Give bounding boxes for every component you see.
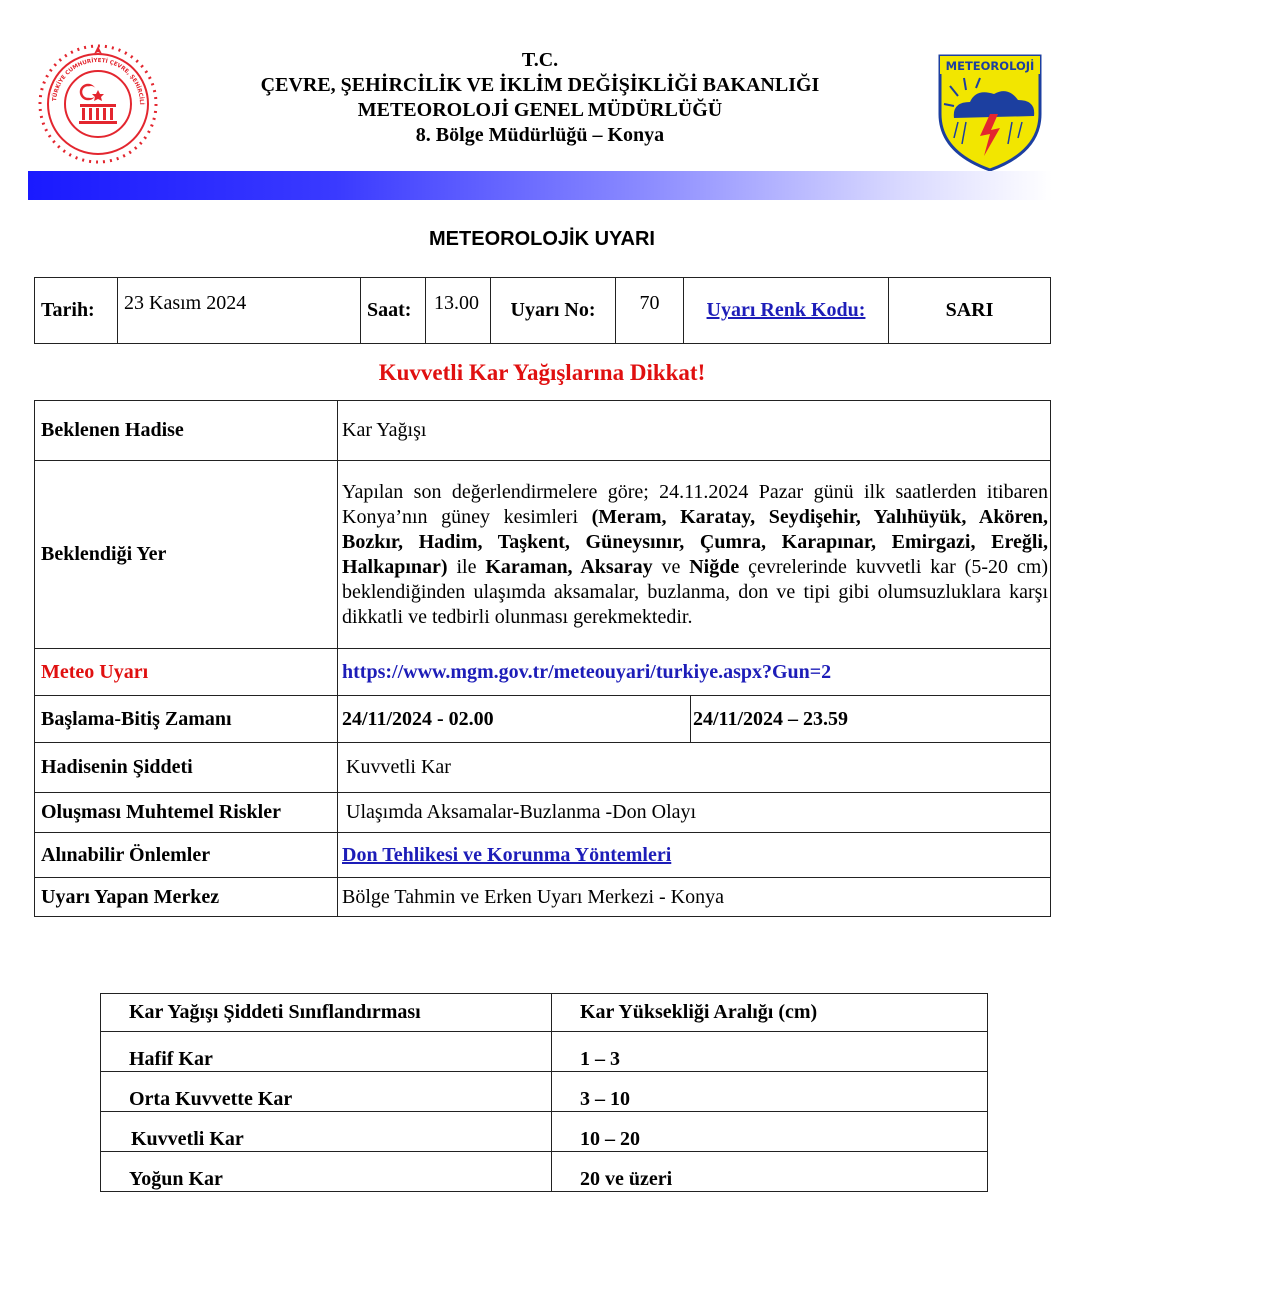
header-block: [180, 48, 900, 148]
time-value: 13.00: [426, 278, 491, 344]
header-gradient-bar: [28, 171, 1052, 200]
class-name: Hafif Kar: [101, 1032, 552, 1072]
meteo-link-cell: [338, 649, 1051, 696]
location-nigde: Niğde: [689, 555, 740, 578]
risks-value: Ulaşımda Aksamalar-Buzlanma -Don Olayı: [338, 793, 1051, 833]
location-provinces: Karaman, Aksaray: [485, 555, 653, 578]
location-text-2: ile: [447, 555, 486, 578]
period-start: 24/11/2024 - 02.00: [338, 696, 691, 743]
location-districts: (Meram, Karatay, Seydişehir, Yalıhüyük, Akören, Bozkır, Hadim, Taşkent, Güneysınır, Çumra, Karapınar, Emirgazi, Ereğli, Halkapınar): [342, 505, 1048, 578]
event-value: Kar Yağışı: [338, 401, 1051, 461]
measures-link-cell: [338, 833, 1051, 878]
logo-text: METEOROLOJİ: [945, 59, 1035, 73]
header-line-directorate: METEOROLOJİ GENEL MÜDÜRLÜĞÜ: [357, 99, 723, 121]
class-range: 20 ve üzeri: [552, 1152, 988, 1192]
meteo-label: Meteo Uyarı: [35, 649, 338, 696]
header-line-ministry: ÇEVRE, ŞEHİRCİLİK VE İKLİM DEĞİŞİKLİĞİ BAKANLIĞI: [260, 74, 820, 96]
class-name: Yoğun Kar: [101, 1152, 552, 1192]
color-code-cell: [684, 278, 889, 344]
measures-label: Alınabilir Önlemler: [35, 833, 338, 878]
table-row: [101, 1032, 988, 1072]
table-row: [101, 1072, 988, 1112]
header-line-region: 8. Bölge Müdürlüğü – Konya: [415, 124, 665, 146]
location-text-1: Yapılan son değerlendirmelere göre; 24.11.2024 Pazar günü ilk saatlerden itibaren Konya’nın güney kesimleri: [342, 480, 1048, 528]
warning-no-value: 70: [616, 278, 684, 344]
class-range: 10 – 20: [552, 1112, 988, 1152]
location-text-4: çevrelerinde kuvvetli kar (5-20 cm) beklendiğinden ulaşımda aksamalar, buzlanma, don ve tipi gibi olumsuzluklara karşı dikkatli ve tedbirli olunması gerekmektedir.: [342, 555, 1048, 628]
date-label: Tarih:: [35, 278, 118, 344]
center-label: Uyarı Yapan Merkez: [35, 878, 338, 917]
document-title: METEOROLOJİK UYARI: [429, 228, 655, 250]
header-line-tc: T.C.: [521, 49, 559, 71]
warning-no-label: Uyarı No:: [491, 278, 616, 344]
color-code-value: SARI: [889, 278, 1051, 344]
meteoroloji-logo: [936, 52, 1044, 172]
location-text-3: ve: [652, 555, 690, 578]
date-value: 23 Kasım 2024: [118, 278, 361, 344]
alert-title: Kuvvetli Kar Yağışlarına Dikkat!: [378, 360, 706, 385]
severity-label: Hadisenin Şiddeti: [35, 743, 338, 793]
classification-header-class: Kar Yağışı Şiddeti Sınıflandırması: [101, 994, 552, 1032]
table-row: [101, 1112, 988, 1152]
classification-table: [100, 993, 988, 1192]
info-table: [34, 277, 1051, 344]
table-row: [101, 1152, 988, 1192]
location-value: [338, 461, 1051, 649]
classification-header-range: Kar Yüksekliği Aralığı (cm): [552, 994, 988, 1032]
seal-text: TÜRKİYE CUMHURİYETİ ÇEVRE, ŞEHİRCİLİ: [52, 57, 145, 105]
time-label: Saat:: [361, 278, 426, 344]
meteo-link[interactable]: https://www.mgm.gov.tr/meteouyari/turkiye.aspx?Gun=2: [342, 660, 832, 683]
period-label: Başlama-Bitiş Zamanı: [35, 696, 338, 743]
class-range: 1 – 3: [552, 1032, 988, 1072]
class-name: Orta Kuvvette Kar: [101, 1072, 552, 1112]
class-range: 3 – 10: [552, 1072, 988, 1112]
details-table: [34, 400, 1051, 917]
period-end: 24/11/2024 – 23.59: [691, 696, 1051, 743]
risks-label: Oluşması Muhtemel Riskler: [35, 793, 338, 833]
ministry-seal-logo: [36, 42, 160, 166]
measures-link[interactable]: Don Tehlikesi ve Korunma Yöntemleri: [342, 843, 672, 866]
location-label: Beklendiği Yer: [35, 461, 338, 649]
center-value: Bölge Tahmin ve Erken Uyarı Merkezi - Konya: [338, 878, 1051, 917]
event-label: Beklenen Hadise: [35, 401, 338, 461]
color-code-link[interactable]: Uyarı Renk Kodu:: [706, 299, 866, 321]
class-name: Kuvvetli Kar: [101, 1112, 552, 1152]
severity-value: Kuvvetli Kar: [338, 743, 1051, 793]
